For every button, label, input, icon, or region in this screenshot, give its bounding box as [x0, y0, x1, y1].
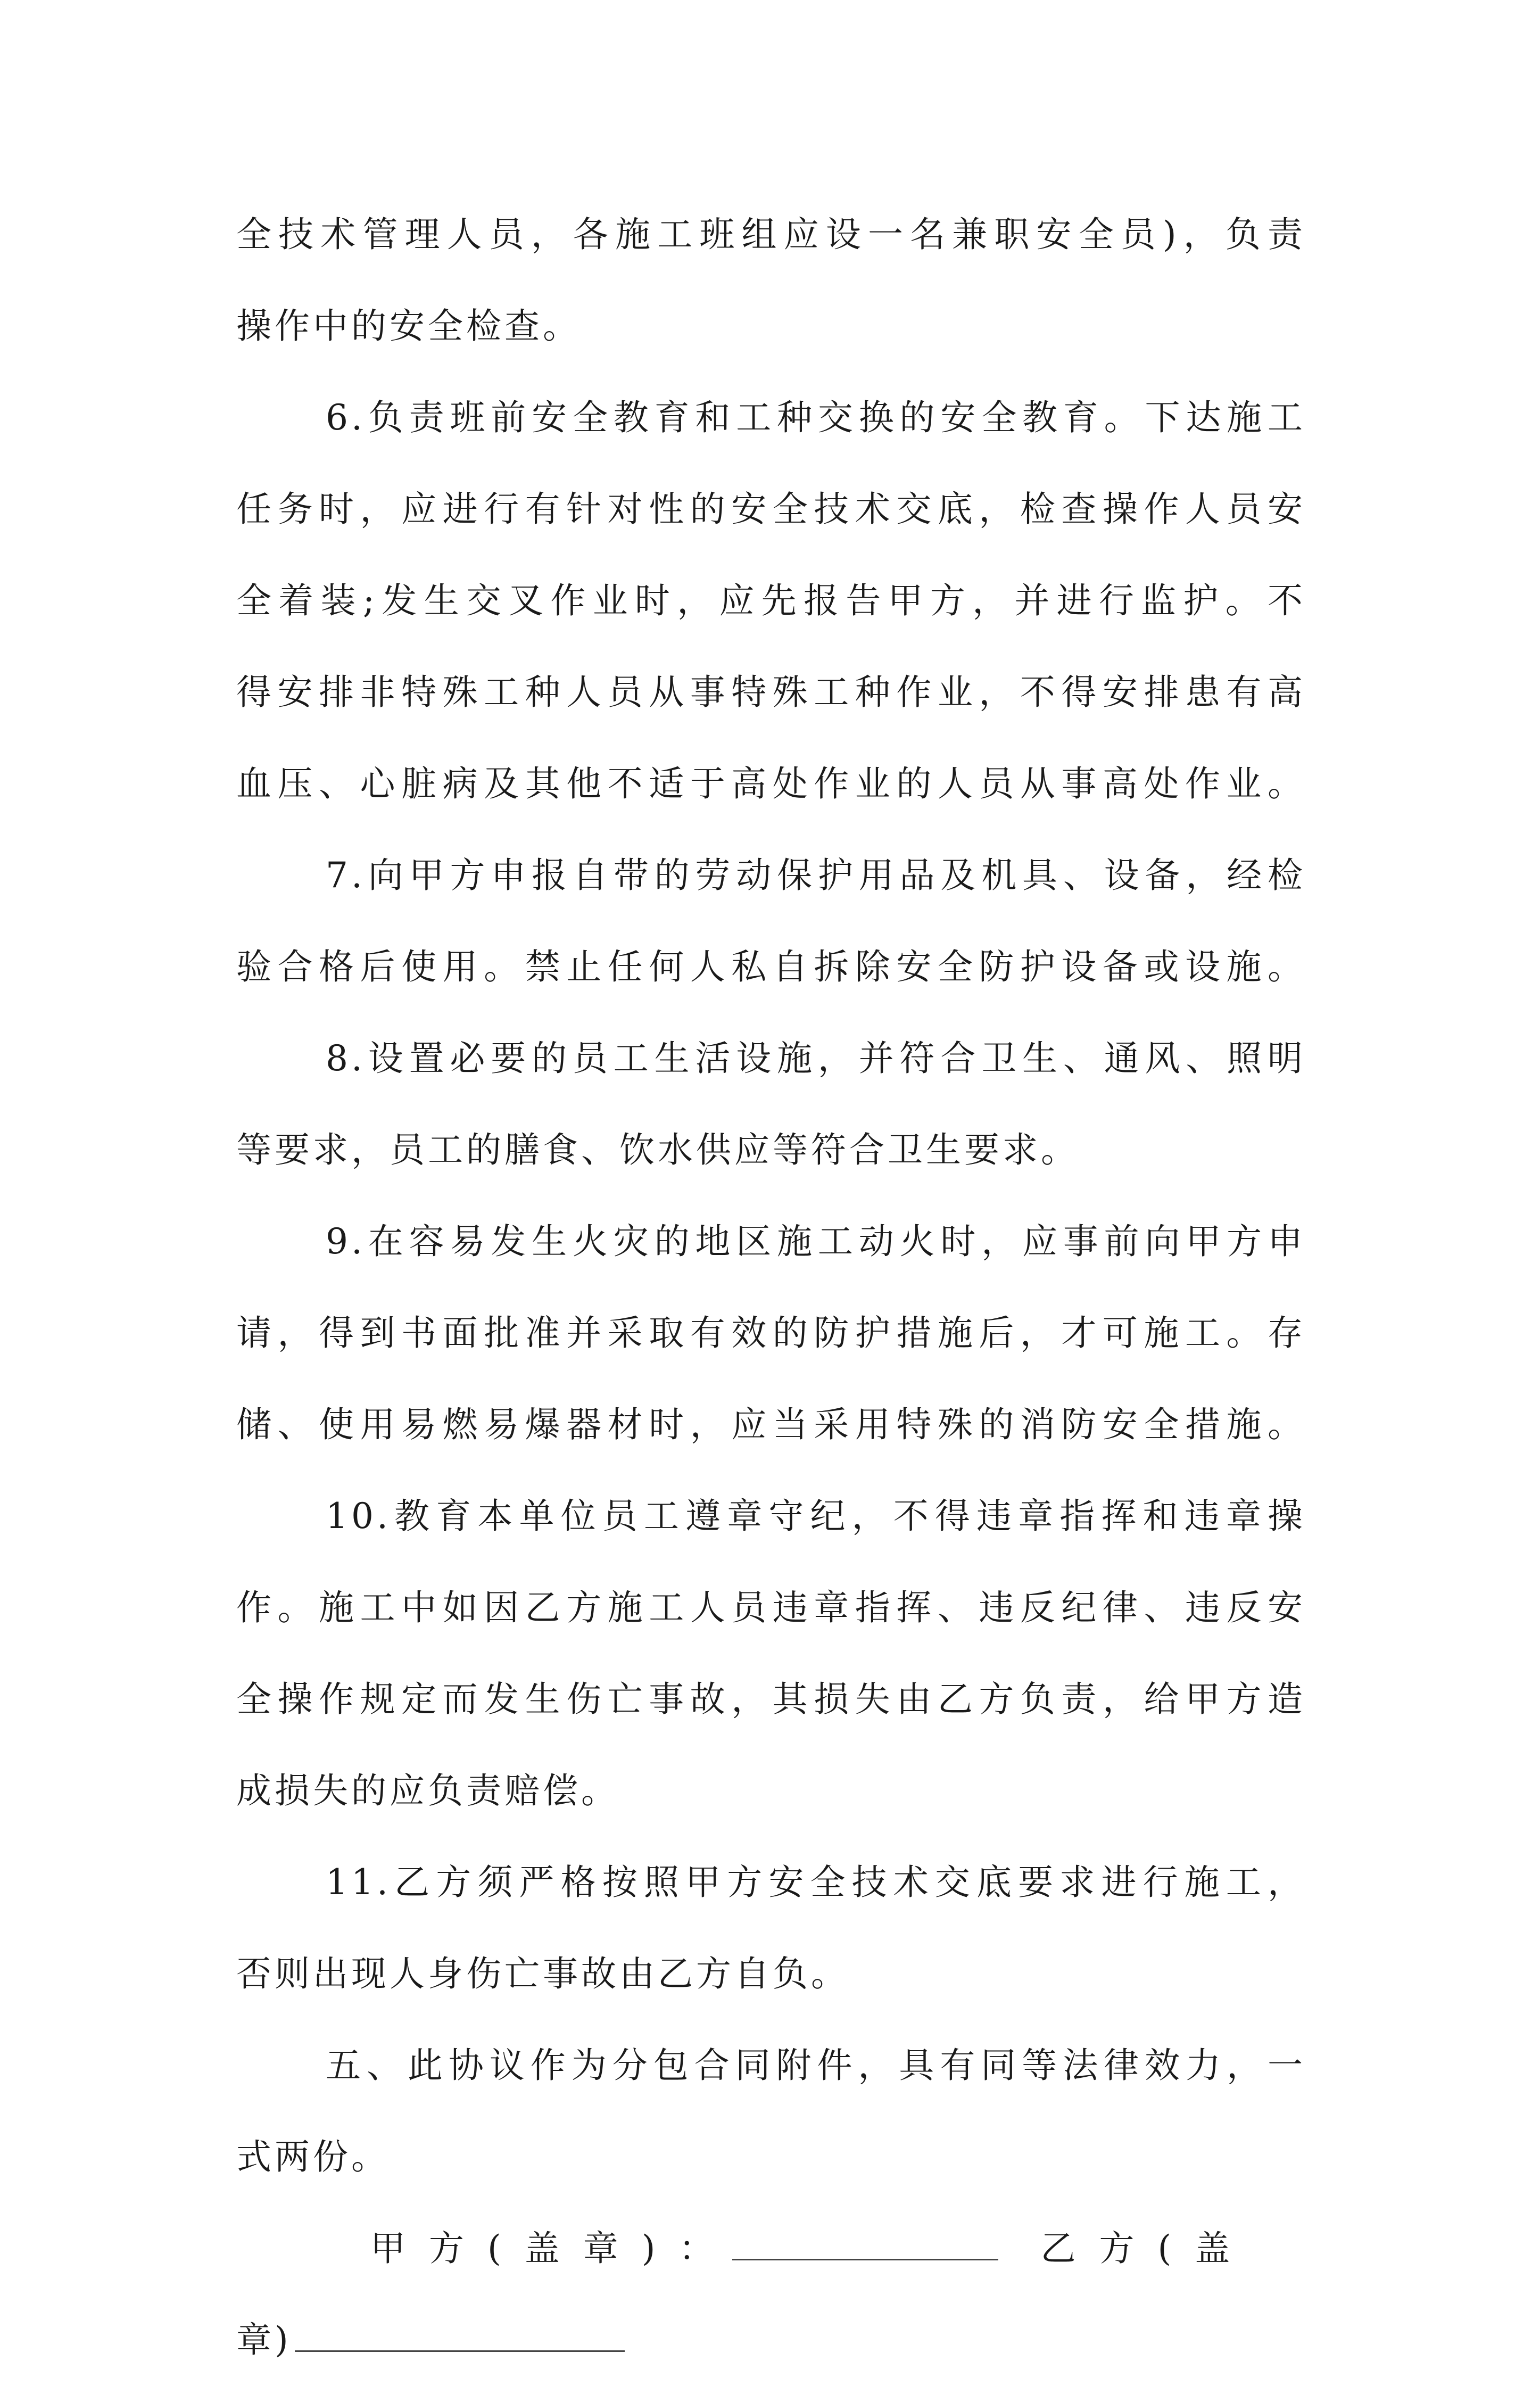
text-line: 成损失的应负责赔偿。 — [236, 1770, 619, 1811]
text-line: 验合格后使用。禁止任何人私自拆除安全防护设备或设施。 — [236, 946, 1306, 987]
text-line: 全技术管理人员，各施工班组应设一名兼职安全员)，负责 — [236, 214, 1306, 255]
text-line: 式两份。 — [236, 2136, 390, 2177]
text-line: 等要求，员工的膳食、饮水供应等符合卫生要求。 — [236, 1129, 1079, 1170]
document-page — [236, 189, 1306, 2386]
text-line: 请，得到书面批准并采取有效的防护措施后，才可施工。存 — [236, 1312, 1306, 1353]
text-line: 6.负责班前安全教育和工种交换的安全教育。下达施工 — [326, 397, 1306, 438]
text-line: 11.乙方须严格按照甲方安全技术交底要求进行施工， — [326, 1862, 1306, 1903]
text-line: 任务时，应进行有针对性的安全技术交底，检查操作人员安 — [236, 489, 1306, 530]
text-line: 操作中的安全检查。 — [236, 306, 581, 346]
text-line: 9.在容易发生火灾的地区施工动火时，应事前向甲方申 — [326, 1221, 1306, 1262]
text-line: 全着装;发生交叉作业时，应先报告甲方，并进行监护。不 — [236, 580, 1306, 621]
text-line: 血压、心脏病及其他不适于高处作业的人员从事高处作业。 — [236, 763, 1306, 804]
text-line: 8.设置必要的员工生活设施，并符合卫生、通风、照明 — [326, 1038, 1306, 1079]
party-b-seal-label: 乙方(盖 — [1040, 2228, 1254, 2269]
party-a-seal-blank — [732, 2259, 998, 2260]
signature-row-continued — [236, 2294, 1306, 2386]
party-a-seal-label: 甲方(盖章)： — [370, 2228, 738, 2269]
party-b-seal-blank — [295, 2350, 625, 2352]
text-line: 10.教育本单位员工遵章守纪，不得违章指挥和违章操 — [326, 1496, 1306, 1537]
text-line: 7.向甲方申报自带的劳动保护用品及机具、设备，经检 — [326, 855, 1306, 896]
text-line: 储、使用易燃易爆器材时，应当采用特殊的消防安全措施。 — [236, 1404, 1306, 1445]
document-body — [236, 189, 1306, 2203]
signature-row — [236, 2203, 1306, 2294]
text-line: 作。施工中如因乙方施工人员违章指挥、违反纪律、违反安 — [236, 1587, 1306, 1628]
party-b-seal-label-tail: 章) — [236, 2319, 292, 2360]
text-line: 五、此协议作为分包合同附件，具有同等法律效力，一 — [326, 2045, 1306, 2086]
text-line: 否则出现人身伤亡事故由乙方自负。 — [236, 1953, 849, 1994]
text-line: 全操作规定而发生伤亡事故，其损失由乙方负责，给甲方造 — [236, 1679, 1306, 1720]
text-line: 得安排非特殊工种人员从事特殊工种作业，不得安排患有高 — [236, 672, 1306, 713]
